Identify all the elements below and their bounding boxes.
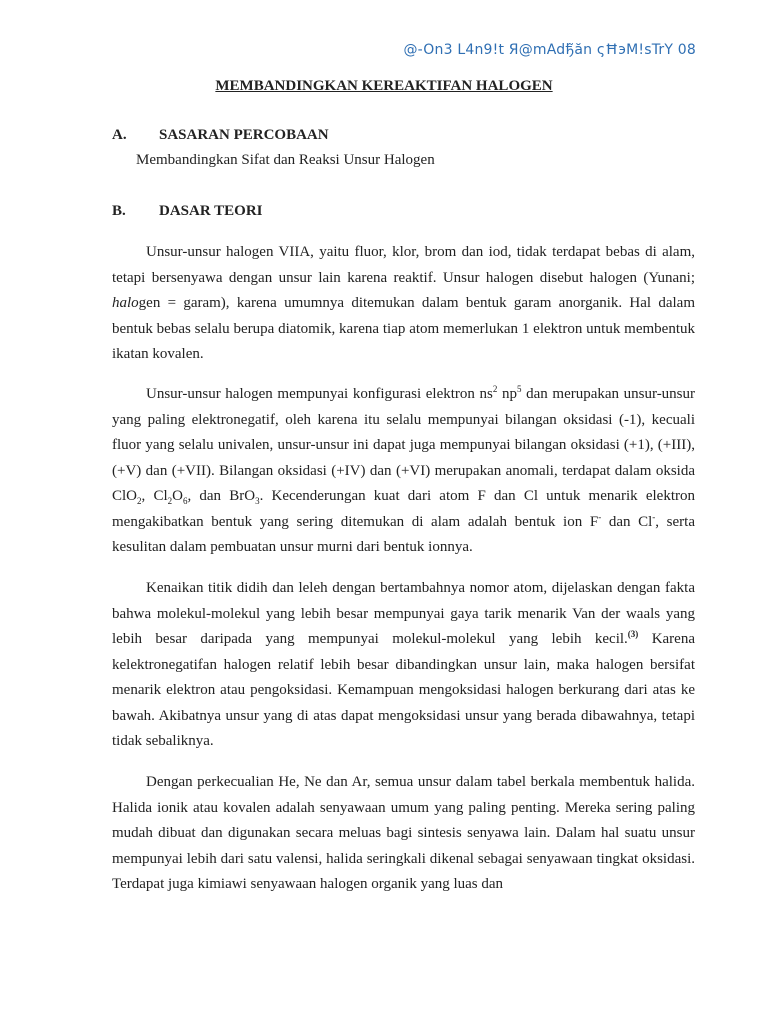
- p2-sub-2: 2: [167, 496, 173, 506]
- p1-text-b: gen = garam), karena umumnya ditemukan dalam bentuk garam anorganik. Hal dalam bentuk bebas selalu berupa diatomik, karena tiap atom memerlukan 1 elektron untuk membentuk ikatan kovalen.: [112, 295, 695, 362]
- section-b-heading: [112, 203, 263, 220]
- p2-text-i: , serta kesulitan dalam pembuatan unsur murni dari bentuk ionnya.: [112, 513, 695, 555]
- header-watermark: @-On3 L4n9!t Я@mAdђ̃ăn ςĦэM!sTrY 08: [403, 42, 696, 58]
- p4-text: Dengan perkecualian He, Ne dan Ar, semua unsur dalam tabel berkala membentuk halida. Halida ionik atau kovalen adalah senyawaan umum yang paling penting. Mereka sering paling mudah dibuat dan digunakan secara meluas bagi sintesis senyawa lain. Dalam hal suatu unsur mempunyai lebih dari satu valensi, halida seringkali dikenal sebagai senyawaan tingkat oksidasi. Terdapat juga kimiawi senyawaan halogen organik yang luas dan: [112, 774, 695, 892]
- p2-text-b: np: [497, 386, 518, 402]
- p2-sub-3: 6: [182, 496, 188, 506]
- p2-text-a: Unsur-unsur halogen mempunyai konfigurasi elektron ns: [146, 386, 493, 402]
- p3-reference: (3): [627, 629, 639, 639]
- p2-sup-2: 5: [517, 384, 522, 394]
- p2-sup-3: -: [598, 511, 602, 522]
- section-a-letter: A.: [112, 127, 127, 143]
- p2-sub-1: 2: [137, 496, 142, 506]
- section-a-heading: [112, 127, 329, 144]
- paragraph-3: [112, 576, 695, 755]
- section-b-letter: B.: [112, 203, 126, 219]
- paragraph-2: [112, 382, 695, 561]
- p2-text-c: dan merupakan unsur-unsur yang paling elektronegatif, oleh karena itu selalu mempunyai bilangan oksidasi (-1), kecuali fluor yang selalu univalen, unsur-unsur ini dapat juga mempunyai bilangan oksidasi (+1), (+III), (+V) dan (+VII). Bilangan oksidasi (+IV) dan (+VI) merupakan anomali, terdapat dalam oksida ClO: [112, 386, 696, 504]
- p2-text-g: . Kecenderungan kuat dari atom F dan Cl untuk menarik elektron mengakibatkan bentuk yang sering ditemukan di alam adalah bentuk ion F: [112, 488, 695, 530]
- p2-text-f: , dan BrO: [187, 488, 256, 504]
- p2-sup-4: -: [652, 511, 656, 522]
- section-a-title: SASARAN PERCOBAAN: [159, 127, 329, 143]
- p3-text-b: Karena kelektronegatifan halogen relatif lebih besar dibandingkan unsur lain, maka halogen bersifat menarik elektron atau pengoksidasi. Kemampuan mengoksidasi halogen berkurang dari atas ke bawah. Akibatnya unsur yang di atas dapat mengoksidasi unsur yang berada dibawahnya, tetapi tidak sebaliknya.: [112, 631, 695, 749]
- section-b-title: DASAR TEORI: [159, 203, 263, 219]
- p1-italic-halo: halo: [112, 295, 139, 311]
- p2-text-e: O: [172, 488, 183, 504]
- paragraph-1: [112, 240, 695, 368]
- p2-text-d: , Cl: [141, 488, 168, 504]
- section-a-text: Membandingkan Sifat dan Reaksi Unsur Halogen: [136, 152, 435, 168]
- p3-text-a: Kenaikan titik didih dan leleh dengan bertambahnya nomor atom, dijelaskan dengan fakta bahwa molekul-molekul yang lebih besar mempunyai gaya tarik menarik Van der waals yang lebih besar daripada yang mempunyai molekul-molekul yang lebih kecil.: [112, 580, 695, 647]
- p2-text-h: dan Cl: [601, 513, 653, 530]
- p2-sup-1: 2: [492, 384, 498, 394]
- paragraph-4: [112, 770, 695, 898]
- p1-text-a: Unsur-unsur halogen VIIA, yaitu fluor, klor, brom dan iod, tidak terdapat bebas di alam, tetapi bersenyawa dengan unsur lain karena reaktif. Unsur halogen disebut halogen (Yunani;: [112, 244, 695, 286]
- page-title: MEMBANDINGKAN KEREAKTIFAN HALOGEN: [215, 78, 553, 94]
- p2-sub-4: 3: [255, 496, 260, 506]
